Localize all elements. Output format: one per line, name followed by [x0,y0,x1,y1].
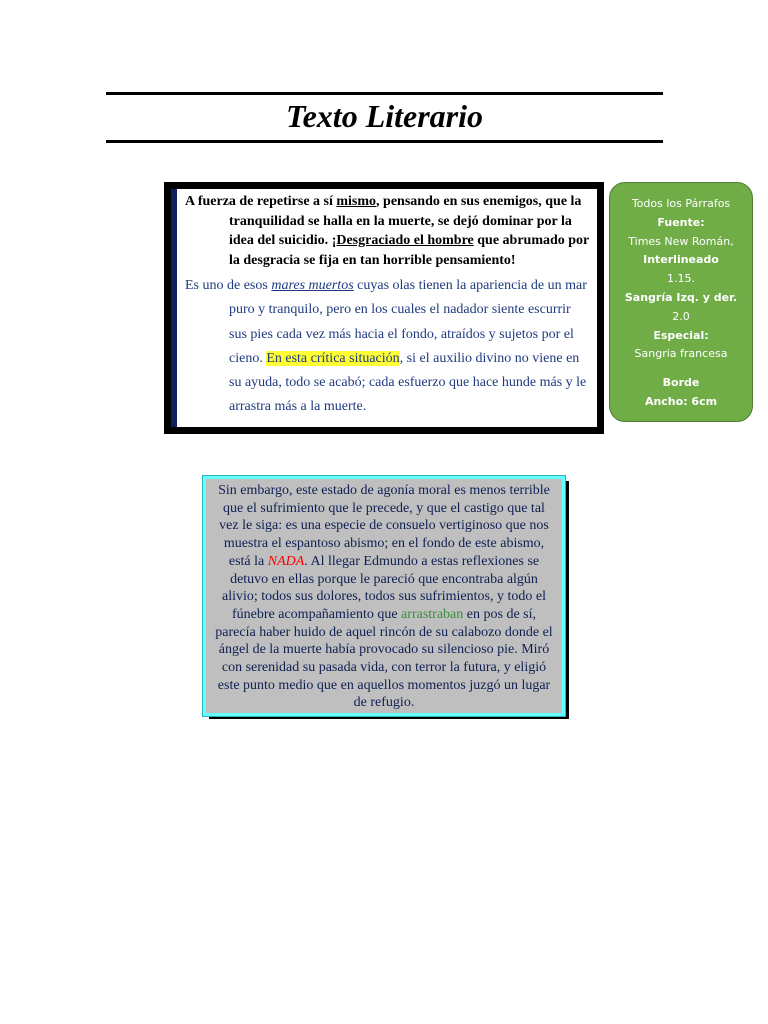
blue-paragraph-text-1: Es uno de esos [185,278,272,293]
bold-paragraph-text-2: , pensando en sus enemigos, que la tranquilidad se halla en la muerte, se dejó dominar por la idea del suicidio. [229,194,582,248]
page-title: Texto Literario [285,98,484,134]
bordered-text-box [164,182,604,434]
title-top-rule [106,92,663,95]
red-word-nada: NADA [267,553,305,569]
bold-paragraph-text-1: A fuerza de repetirse a sí [185,194,337,209]
highlighted-phrase: En esta crítica situación [266,350,400,366]
note-line: Todos los Párrafos [631,197,731,210]
italic-underlined-phrase: mares muertos [271,278,354,293]
note-line: Especial: [653,328,709,342]
note-line: 2.0 [672,309,690,323]
note-line: Interlineado [643,253,719,267]
centered-paragraph-text-3: en pos de sí, parecía haber huido de aquel rincón de su calabozo donde el ángel de la muerte había provocado su silencioso pie. Miró con serenidad su pasada vida, con terror la futura, y eligió este punto medio que en aquellos momentos juzgó un lugar de refugio. [215,606,553,711]
note-line: Sangria francesa [634,347,728,361]
green-word-arrastraban: arrastraban [401,606,464,622]
note-line: 1.15. [667,272,695,286]
note-line: Sangría Izq. y der. [624,290,738,304]
centered-paragraph-text-1: Sin embargo, este estado de agonía moral es menos terrible que el sufrimiento que le precede, y que el castigo que tal vez le siga: es una especie de consuelo vertiginoso que nos muestra el espantoso abismo; en el fondo de este abismo, está la [218,483,550,569]
note-gap [610,364,752,374]
centered-paragraph-text-2: . Al llegar Edmundo a estas reflexiones se detuvo en ellas porque le pareció que encontraba algún alivio; todos sus dolores, todos sus sufrimientos, y todo el fúnebre acompañamiento que [222,553,546,622]
note-line: Times New Román, [628,234,734,248]
blue-paragraph [185,274,591,420]
note-line: Fuente: [657,215,705,229]
underlined-word-mismo: mismo [336,194,377,209]
format-note-callout [609,182,753,422]
bordered-text-box-inner [171,189,597,427]
blue-paragraph-text-3: , si el auxilio divino no viene en su ayuda, todo se acabó; cada esfuerzo que hace hunde más y le arrastra más a la muerte. [229,350,587,415]
title-bottom-rule [106,140,663,143]
blue-paragraph-text-2: cuyas olas tienen la apariencia de un mar puro y tranquilo, pero en los cuales el nadador siente escurrir sus pies cada vez más hacia el fondo, atraídos y sujetos por el cieno. [229,278,587,366]
note-line: Ancho: 6cm [644,394,718,408]
bold-paragraph [185,192,591,270]
underlined-phrase-desgraciado: ¡Desgraciado el hombre [331,233,474,248]
shaded-text-box [203,476,565,716]
bold-paragraph-text-3: que abrumado por la desgracia se fija en tan horrible pensamiento! [229,233,590,268]
centered-paragraph [212,482,556,712]
note-line: Borde [662,376,700,390]
